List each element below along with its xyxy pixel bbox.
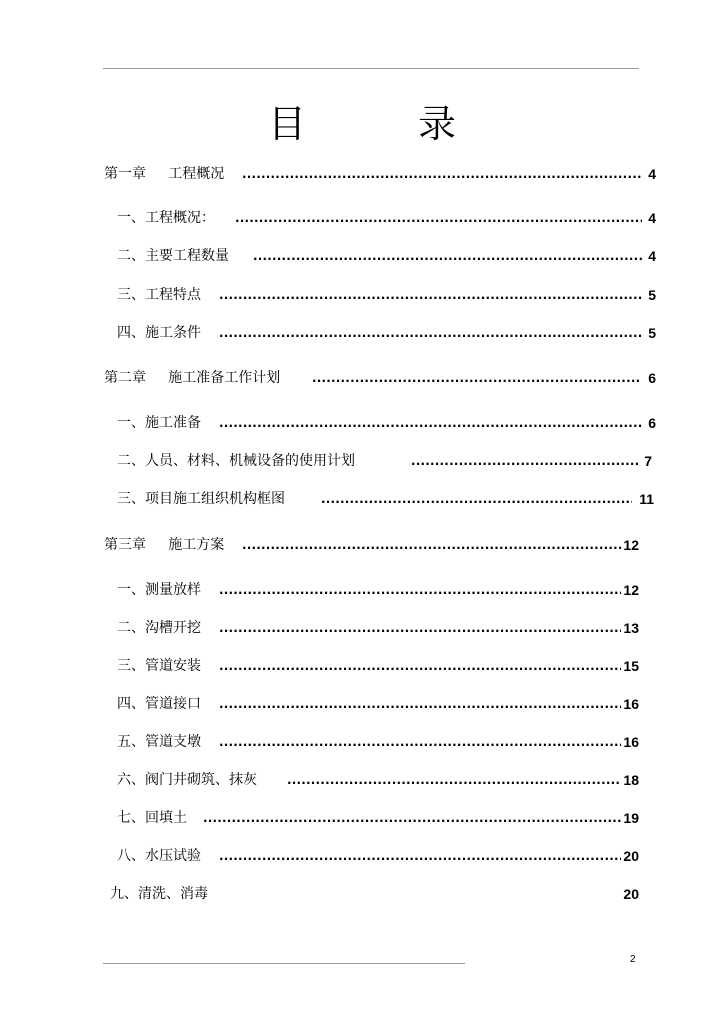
toc-entry[interactable]	[117, 807, 639, 829]
toc-entry-page: 16	[623, 696, 639, 712]
toc-entry-page: 13	[623, 620, 639, 636]
toc-entry-page: 18	[623, 772, 639, 788]
toc-entry-page: 7	[644, 453, 652, 469]
toc-entry-label: 四、管道接口	[117, 696, 201, 712]
toc-leader-dots	[242, 163, 642, 185]
toc-leader-dots	[235, 207, 642, 229]
page-number: 2	[630, 954, 636, 965]
toc-entry[interactable]	[117, 731, 639, 753]
toc-leader-dots	[219, 617, 621, 639]
toc-leader-dots	[219, 579, 621, 601]
toc-entry-label: 第一章 工程概况	[104, 166, 225, 182]
toc-entry-label: 第三章 施工方案	[104, 537, 225, 553]
toc-entry[interactable]	[117, 617, 639, 639]
toc-entry[interactable]	[117, 322, 656, 344]
toc-entry-chapter-2[interactable]	[104, 367, 656, 389]
toc-entry-label: 九、清洗、消毒	[110, 886, 208, 902]
toc-entry[interactable]	[117, 207, 656, 229]
toc-entry[interactable]	[110, 883, 639, 905]
toc-entry-label: 二、主要工程数量	[117, 248, 229, 264]
toc-leader-dots	[219, 845, 621, 867]
toc-entry[interactable]	[117, 845, 639, 867]
toc-leader-dots	[287, 769, 621, 791]
toc-entry-label: 二、沟槽开挖	[117, 620, 201, 636]
toc-leader-dots	[253, 245, 642, 267]
toc-entry-page: 19	[623, 810, 639, 826]
header-rule	[103, 68, 639, 69]
toc-leader-dots	[242, 534, 621, 556]
toc-entry[interactable]	[117, 693, 639, 715]
toc-entry-label: 一、测量放样	[117, 582, 201, 598]
toc-entry[interactable]	[117, 412, 656, 434]
toc-leader-dots	[219, 655, 621, 677]
toc-entry-label: 第二章 施工准备工作计划	[104, 370, 281, 386]
toc-leader-dots	[219, 693, 621, 715]
toc-leader-dots	[219, 731, 621, 753]
toc-entry-label: 八、水压试验	[117, 848, 201, 864]
toc-entry-page: 20	[623, 886, 639, 902]
toc-entry-label: 六、阀门井砌筑、抹灰	[117, 772, 257, 788]
toc-leader-dots	[321, 488, 632, 510]
toc-entry-page: 5	[648, 287, 656, 303]
toc-entry-page: 4	[648, 210, 656, 226]
toc-entry[interactable]	[117, 450, 652, 472]
toc-entry[interactable]	[117, 769, 639, 791]
toc-entry-page: 6	[648, 415, 656, 431]
toc-entry-label: 三、工程特点	[117, 287, 201, 303]
toc-entry[interactable]	[117, 655, 639, 677]
toc-entry[interactable]	[117, 284, 656, 306]
toc-entry-page: 6	[648, 370, 656, 386]
toc-title: 目 录	[267, 102, 507, 146]
toc-entry-chapter-1[interactable]	[104, 163, 656, 185]
toc-leader-dots	[219, 412, 642, 434]
toc-leader-dots	[411, 450, 638, 472]
toc-entry-label: 三、项目施工组织机构框图	[117, 491, 285, 507]
toc-entry-page: 4	[648, 166, 656, 182]
toc-entry-label: 七、回填土	[117, 810, 187, 826]
toc-entry-label: 三、管道安装	[117, 658, 201, 674]
toc-entry-label: 五、管道支墩	[117, 734, 201, 750]
toc-entry-page: 4	[648, 248, 656, 264]
toc-entry[interactable]	[117, 579, 639, 601]
toc-entry-label: 一、施工准备	[117, 415, 201, 431]
toc-entry-page: 11	[639, 491, 654, 507]
toc-entry[interactable]	[117, 245, 656, 267]
toc-entry-page: 15	[623, 658, 639, 674]
toc-entry-page: 20	[623, 848, 639, 864]
toc-leader-dots	[203, 807, 621, 829]
toc-leader-dots	[219, 284, 642, 306]
toc-entry-page: 16	[623, 734, 639, 750]
toc-leader-dots	[312, 367, 640, 389]
toc-entry-chapter-3[interactable]	[104, 534, 639, 556]
toc-entry-page: 12	[623, 537, 639, 553]
toc-entry-page: 12	[623, 582, 639, 598]
toc-entry-label: 二、人员、材料、机械设备的使用计划	[117, 453, 355, 469]
toc-entry-label: 四、施工条件	[117, 325, 201, 341]
toc-entry-page: 5	[648, 325, 656, 341]
footer-rule	[103, 963, 465, 964]
toc-entry-label: 一、工程概况：	[117, 210, 215, 226]
toc-leader-dots	[219, 322, 642, 344]
toc-entry[interactable]	[117, 488, 654, 510]
